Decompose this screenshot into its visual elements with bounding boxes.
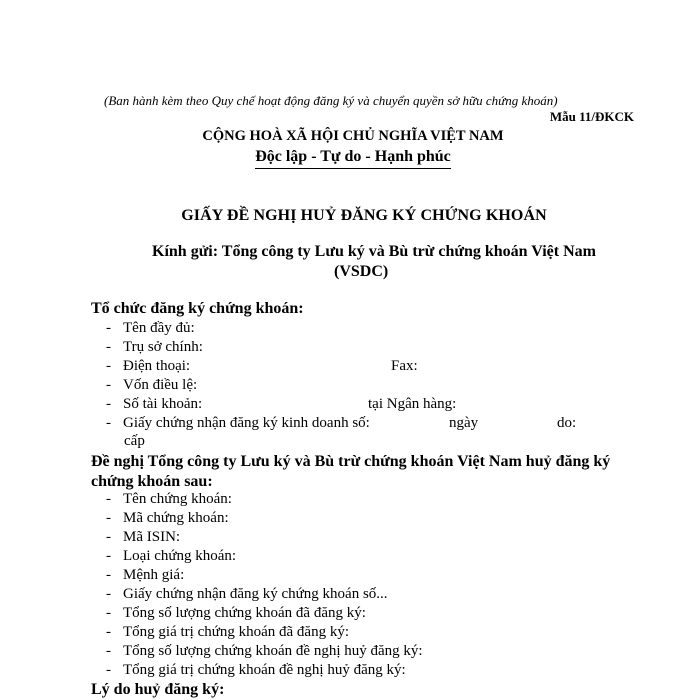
field-label-security-name: Tên chứng khoán: bbox=[123, 491, 232, 507]
field-label-date: ngày bbox=[449, 415, 479, 431]
bullet-dash: - bbox=[106, 491, 111, 507]
bullet-dash: - bbox=[106, 605, 111, 621]
bullet-dash: - bbox=[106, 510, 111, 526]
bullet-dash: - bbox=[106, 662, 111, 678]
nation-title: CỘNG HOÀ XÃ HỘI CHỦ NGHĨA VIỆT NAM bbox=[202, 128, 504, 144]
field-label-total-cancel-value: Tổng giá trị chứng khoán đề nghị huỷ đăng ký: bbox=[123, 662, 406, 678]
addressee-line-2: (VSDC) bbox=[334, 263, 389, 280]
bullet-dash: - bbox=[106, 377, 111, 393]
field-label-account-number: Số tài khoản: bbox=[123, 396, 203, 412]
field-label-par-value: Mệnh giá: bbox=[123, 567, 185, 583]
bullet-dash: - bbox=[106, 529, 111, 545]
form-code: Mẫu 11/ĐKCK bbox=[549, 109, 634, 124]
field-label-isin: Mã ISIN: bbox=[123, 529, 181, 545]
motto: Độc lập - Tự do - Hạnh phúc bbox=[255, 147, 451, 169]
bullet-dash: - bbox=[106, 415, 111, 431]
field-label-total-registered-quantity: Tổng số lượng chứng khoán đã đăng ký: bbox=[123, 605, 366, 621]
request-heading-line-1: Đề nghị Tổng công ty Lưu ký và Bù trừ chứng khoán Việt Nam huỷ đăng ký bbox=[91, 453, 611, 470]
bullet-dash: - bbox=[106, 624, 111, 640]
field-label-issued-by: do: bbox=[557, 415, 577, 431]
field-label-charter-capital: Vốn điều lệ: bbox=[123, 377, 198, 393]
field-label-head-office: Trụ sở chính: bbox=[123, 339, 203, 355]
field-label-registration-certificate: Giấy chứng nhận đăng ký chứng khoán số... bbox=[123, 586, 388, 602]
bullet-dash: - bbox=[106, 567, 111, 583]
field-label-bank: tại Ngân hàng: bbox=[368, 396, 457, 412]
field-label-security-code: Mã chứng khoán: bbox=[123, 510, 229, 526]
organization-heading: Tổ chức đăng ký chứng khoán: bbox=[91, 300, 304, 317]
field-label-total-cancel-quantity: Tổng số lượng chứng khoán đề nghị huỷ đăng ký: bbox=[123, 643, 423, 659]
field-label-security-type: Loại chứng khoán: bbox=[123, 548, 237, 564]
request-heading-line-2: chứng khoán sau: bbox=[91, 473, 213, 490]
bullet-dash: - bbox=[106, 396, 111, 412]
field-label-total-registered-value: Tổng giá trị chứng khoán đã đăng ký: bbox=[123, 624, 349, 640]
field-label-business-certificate: Giấy chứng nhận đăng ký kinh doanh số: bbox=[123, 415, 370, 431]
field-label-phone: Điện thoại: bbox=[123, 358, 191, 374]
decree-note: (Ban hành kèm theo Quy chế hoạt động đăng ký và chuyển quyền sở hữu chứng khoán) bbox=[104, 93, 558, 108]
field-label-issued-cont: cấp bbox=[124, 433, 145, 449]
addressee-line-1: Kính gửi: Tổng công ty Lưu ký và Bù trừ chứng khoán Việt Nam bbox=[152, 243, 596, 260]
bullet-dash: - bbox=[106, 643, 111, 659]
reason-heading: Lý do huỷ đăng ký: bbox=[91, 681, 225, 698]
bullet-dash: - bbox=[106, 339, 111, 355]
bullet-dash: - bbox=[106, 358, 111, 374]
field-label-fax: Fax: bbox=[391, 358, 418, 374]
bullet-dash: - bbox=[106, 586, 111, 602]
bullet-dash: - bbox=[106, 548, 111, 564]
field-label-full-name: Tên đầy đủ: bbox=[123, 320, 195, 336]
document-title: GIẤY ĐỀ NGHỊ HUỶ ĐĂNG KÝ CHỨNG KHOÁN bbox=[181, 207, 547, 224]
motto-line bbox=[0, 147, 700, 169]
bullet-dash: - bbox=[106, 320, 111, 336]
